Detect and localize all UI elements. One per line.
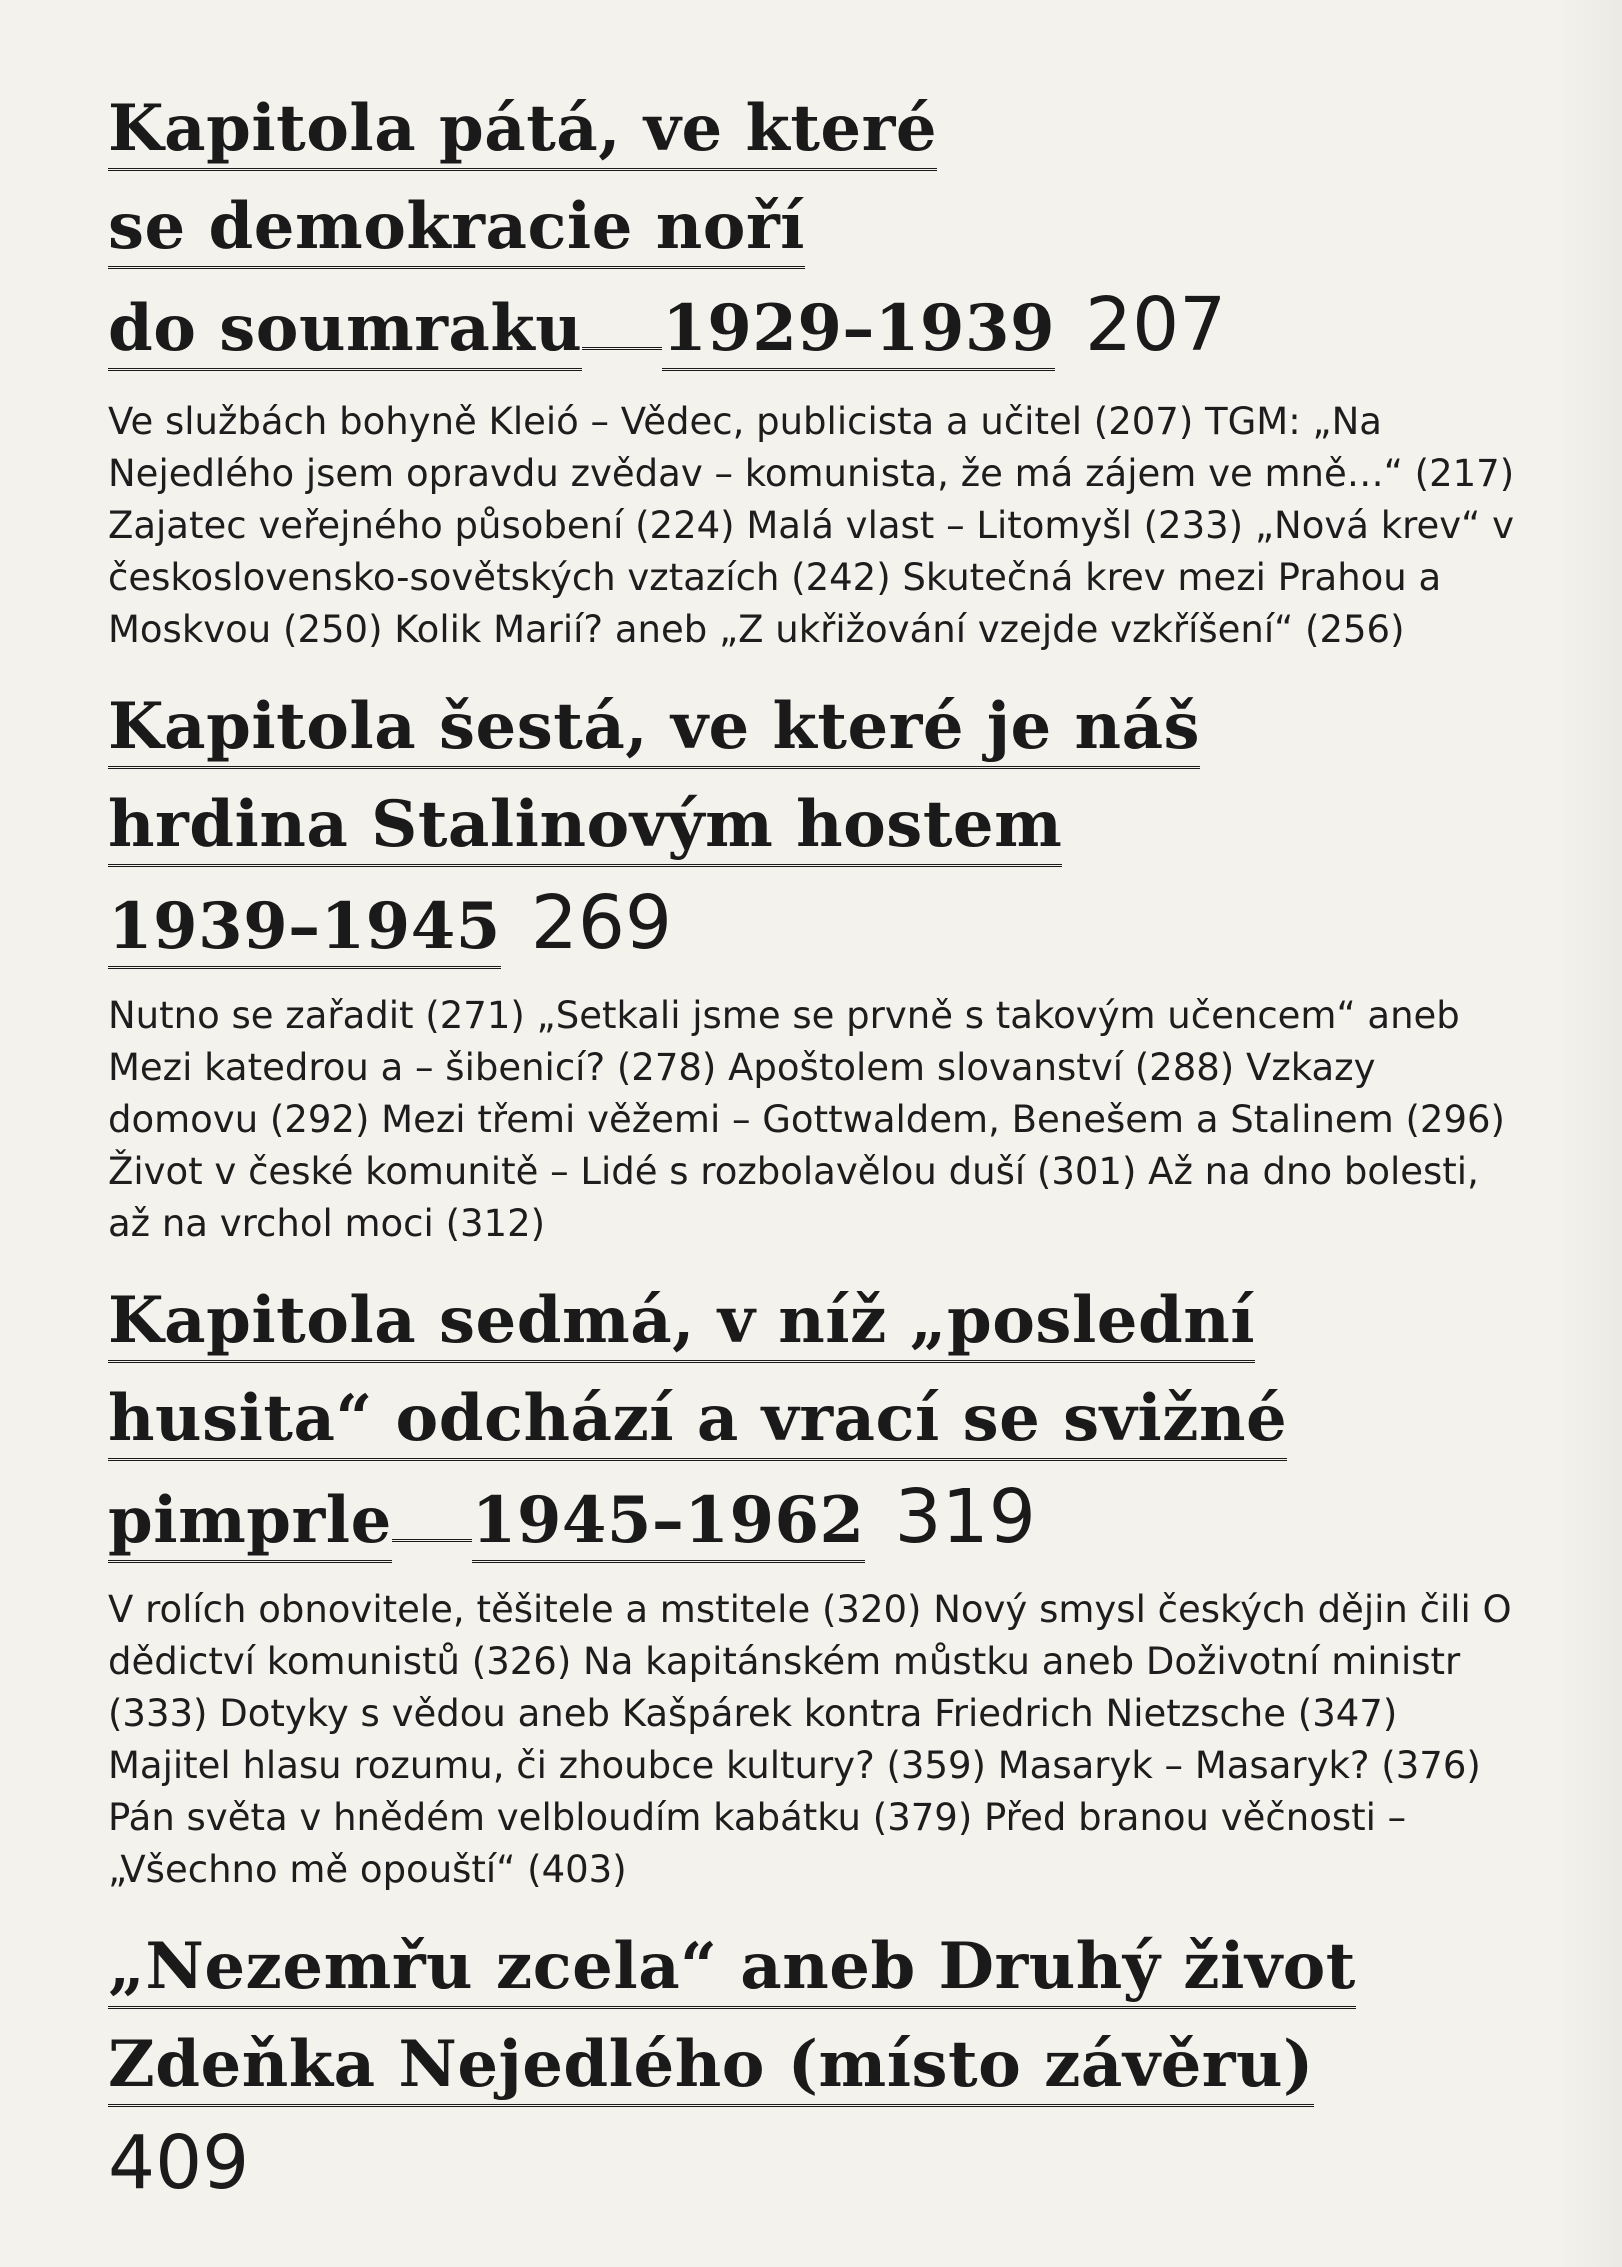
heading-underline-gap xyxy=(582,347,662,350)
chapter-5-heading-line-3: do soumraku xyxy=(108,291,582,371)
chapter-6-years: 1939–1945 xyxy=(108,889,501,969)
conclusion-page-number: 409 xyxy=(108,2120,250,2206)
conclusion-chapter xyxy=(108,1918,1528,2212)
heading-underline-gap xyxy=(392,1539,472,1542)
chapter-6-heading xyxy=(108,678,1528,976)
chapter-6-page-number: 269 xyxy=(530,880,672,966)
chapter-7-heading-line-2: husita“ odchází a vrací se svižné xyxy=(108,1381,1287,1461)
conclusion-heading-line-1: „Nezemřu zcela“ aneb Druhý život xyxy=(108,1929,1356,2009)
conclusion-heading xyxy=(108,1918,1528,2114)
chapter-6 xyxy=(108,678,1528,1250)
chapter-6-subsections: Nutno se zařadit (271) „Setkali jsme se prvně s takovým učencem“ aneb Mezi katedrou a – šibenicí? (278) Apoštolem slovanství (288) Vzkazy domovu (292) Mezi třemi věžemi – Gottwaldem, Benešem a Stalinem (296) Život v české komunitě – Lidé s rozbolavělou duší (301) Až na dno bolesti, až na vrchol moci (312) xyxy=(108,994,1505,1245)
chapter-5-subsections: Ve službách bohyně Kleió – Vědec, publicista a učitel (207) TGM: „Na Nejedlého jsem opravdu zvědav – komunista, že má zájem ve mně…“ (217) Zajatec veřejného působení (224) Malá vlast – Litomyšl (233) „Nová krev“ v československo-sovětských vztazích (242) Skutečná krev mezi Prahou a Moskvou (250) Kolik Marií? aneb „Z ukřižování vzejde vzkříšení“ (256) xyxy=(108,400,1515,651)
chapter-5-heading-line-1: Kapitola pátá, ve které xyxy=(108,91,937,171)
chapter-7-heading-line-3: pimprle xyxy=(108,1483,392,1563)
chapter-5-heading xyxy=(108,80,1528,378)
chapter-5-years: 1929–1939 xyxy=(662,291,1055,371)
chapter-5-page-number: 207 xyxy=(1085,282,1227,368)
chapter-7-heading xyxy=(108,1272,1528,1570)
conclusion-heading-line-2: Zdeňka Nejedlého (místo závěru) xyxy=(108,2027,1314,2107)
chapter-7-heading-line-1: Kapitola sedmá, v níž „poslední xyxy=(108,1283,1255,1363)
chapter-6-heading-line-2: hrdina Stalinovým hostem xyxy=(108,787,1062,867)
chapter-6-heading-line-1: Kapitola šestá, ve které je náš xyxy=(108,689,1200,769)
chapter-5-heading-line-2: se demokracie noří xyxy=(108,189,805,269)
chapter-7-years: 1945–1962 xyxy=(472,1483,865,1563)
chapter-7-page-number: 319 xyxy=(894,1474,1036,1560)
table-of-contents xyxy=(108,80,1528,2212)
chapter-5 xyxy=(108,80,1528,656)
chapter-7-subsections: V rolích obnovitele, těšitele a mstitele (320) Nový smysl českých dějin čili O dědictví komunistů (326) Na kapitánském můstku aneb Doživotní ministr (333) Dotyky s vědou aneb Kašpárek kontra Friedrich Nietzsche (347) Majitel hlasu rozumu, či zhoubce kultury? (359) Masaryk – Masaryk? (376) Pán světa v hnědém velbloudím kabátku (379) Před branou věčnosti – „Všechno mě opouští“ (403) xyxy=(108,1588,1512,1891)
chapter-7 xyxy=(108,1272,1528,1896)
